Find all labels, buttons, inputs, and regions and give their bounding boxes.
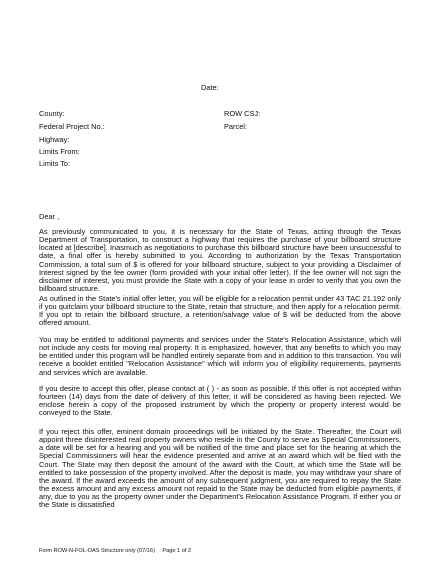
paragraph-relocation-assistance: You may be entitled to additional payments and services under the State's Relocation Assistance, which will not include any costs for moving real property. It is emphasized, however, that any benefits to which you may be entitled under this program will be handled entirely separate from and in addition to this transaction. You will receive a booklet entitled "Relocation Assistance" which will inform you of eligibility requirements, payments and services which are available.	[39, 335, 401, 377]
paragraph-rejection: If you reject this offer, eminent domain proceedings will be initiated by the State. Thereafter, the Court will appoint three disinterested real property owners who reside in the County to serve as Special Commissioners, a date will be set for a hearing and you will be notified of the time and place set for the hearing at which the Special Commissioners will hear the evidence presented and arrive at an award which will be filed with the Court. The State may then deposit the amount of the award with the Court, at which time the State will be entitled to take possession of the property involved. After the deposit is made, you may withdraw your share of the award. If the award exceeds the amount of any subsequent judgment, you are required to repay the State the excess amount and any excess amount not repaid to the State may be deducted from eligible payments, if any, due to you as the property owner under the Department's Relocation Assistance Program. If either you or the State is dissatisfied	[39, 427, 401, 510]
date-label: Date:	[201, 83, 219, 92]
row-csj-label: ROW CSJ:	[224, 109, 261, 118]
paragraph-relocation-permit: As outlined in the State's initial offer letter, you will be eligible for a relocation permit under 43 TAC 21.192 only if you quitclaim your billboard structure to the State, retain that structure, and then apply for a relocation permit. If you opt to retain the billboard structure, a retention/salvage value of $ will be deducted from the above offered amount.	[39, 294, 401, 328]
highway-label: Highway:	[39, 135, 70, 144]
page-footer	[39, 548, 197, 555]
paragraph-acceptance: If you desire to accept this offer, please contact at ( ) - as soon as possible. If this offer is not accepted within fourteen (14) days from the date of delivery of this letter, it will be considered as having been rejected. We enclose herein a copy of the proposed instrument by which the property or property interest would be conveyed to the State.	[39, 384, 401, 418]
federal-project-label: Federal Project No.:	[39, 122, 105, 131]
county-label: County:	[39, 109, 65, 118]
page-number: Page 1 of 2	[162, 548, 192, 554]
paragraph-final-offer: As previously communicated to you, it is necessary for the State of Texas, acting through the Texas Department of Transportation, to construct a highway that requires the purchase of your billboard structure located at [describe]. Inasmuch as negotiations to purchase this billboard structure have been unsuccessful to date, a final offer is hereby submitted to you. According to authorization by the Texas Transportation Commission, a total sum of $ is offered for your billboard structure, subject to your providing a Disclaimer of Interest signed by the fee owner (form provided with your initial offer letter). If the fee owner will not sign the disclaimer of interest, you must provide the State with a copy of your lease in order to verify that you own the billboard structure.	[39, 227, 401, 294]
parcel-label: Parcel:	[224, 122, 248, 131]
salutation: Dear ,	[39, 212, 60, 221]
limits-to-label: Limits To:	[39, 159, 71, 168]
limits-from-label: Limits From:	[39, 147, 80, 156]
form-id: Form ROW-N-FOL-OAS Structure only (07/16)	[39, 548, 155, 554]
